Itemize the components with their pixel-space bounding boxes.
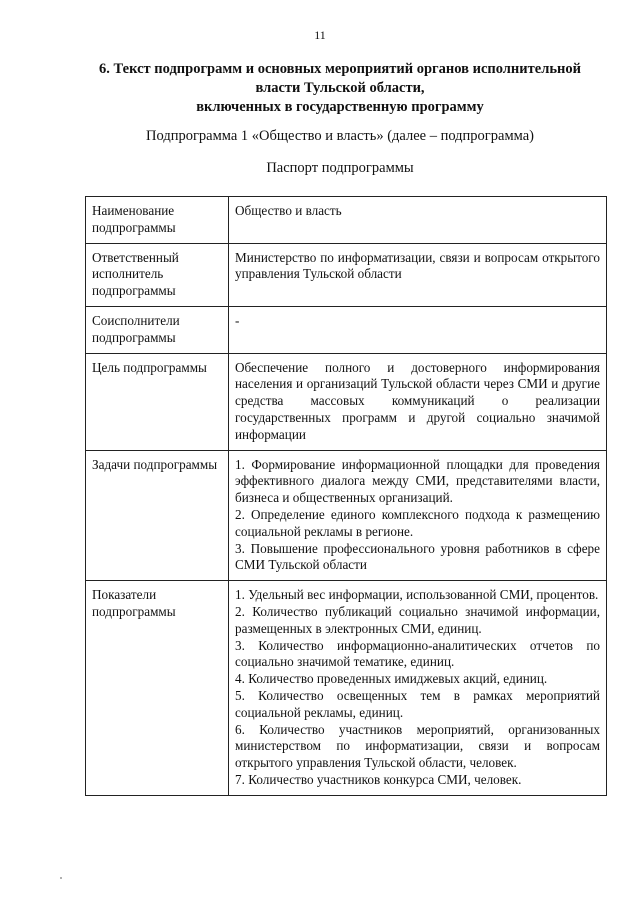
value-line: 2. Определение единого комплексного подхода к размещению социальной рекламы в регионе. (235, 506, 600, 539)
value-line: Обеспечение полного и достоверного информирования населения и организаций Тульской области через СМИ и другие средства массовых коммуникаций о реализации государственных программ и другой социально значимой информации (235, 359, 600, 442)
value-line: 1. Удельный вес информации, использованной СМИ, процентов. (235, 587, 599, 603)
row-label: Ответственный исполнитель подпрограммы (86, 243, 229, 306)
row-label: Соисполнители подпрограммы (86, 306, 229, 353)
value-line: 3. Повышение профессионального уровня работников в сфере СМИ Тульской области (235, 540, 600, 573)
row-value (229, 306, 607, 353)
row-label: Цель подпрограммы (86, 353, 229, 450)
row-value (229, 581, 607, 796)
table-row (86, 243, 607, 306)
value-line: 7. Количество участников конкурса СМИ, человек. (235, 771, 522, 787)
row-value (229, 450, 607, 581)
value-line: 1. Формирование информационной площадки для проведения эффективного диалога между СМИ, представителями власти, бизнеса и общественных организаций. (235, 456, 600, 506)
row-label: Наименование подпрограммы (86, 197, 229, 244)
table-row (86, 581, 607, 796)
table-row (86, 353, 607, 450)
value-line: 3. Количество информационно-аналитических отчетов по социально значимой тематике, единиц. (235, 637, 600, 670)
value-line: - (235, 312, 240, 328)
row-value (229, 243, 607, 306)
section-heading-line: включенных в государственную программу (196, 99, 484, 115)
row-value (229, 197, 607, 244)
table-row (86, 306, 607, 353)
scan-artifact-dot (60, 877, 62, 879)
row-label: Показатели подпрограммы (86, 581, 229, 796)
subprogram-title: Подпрограмма 1 «Общество и власть» (далее – подпрограмма) (146, 128, 534, 144)
section-heading-line: 6. Текст подпрограмм и основных мероприятий органов исполнительной (99, 61, 581, 77)
passport-table (85, 196, 607, 796)
section-heading (70, 60, 610, 117)
value-line: 2. Количество публикаций социально значимой информации, размещенных в электронных СМИ, единиц. (235, 603, 600, 636)
page-number: 11 (314, 28, 326, 42)
row-label: Задачи подпрограммы (86, 450, 229, 581)
value-line: 6. Количество участников мероприятий, организованных министерством по информатизации, связи и вопросам открытого управления Тульской области, человек. (235, 721, 600, 771)
value-line: Министерство по информатизации, связи и вопросам открытого управления Тульской области (235, 249, 600, 282)
table-row (86, 450, 607, 581)
row-value (229, 353, 607, 450)
table-row (86, 197, 607, 244)
value-line: Общество и власть (235, 203, 342, 218)
section-heading-line: власти Тульской области, (255, 80, 425, 96)
passport-title: Паспорт подпрограммы (266, 160, 414, 176)
value-line: 4. Количество проведенных имиджевых акций, единиц. (235, 671, 548, 687)
value-line: 5. Количество освещенных тем в рамках мероприятий социальной рекламы, единиц. (235, 687, 600, 720)
